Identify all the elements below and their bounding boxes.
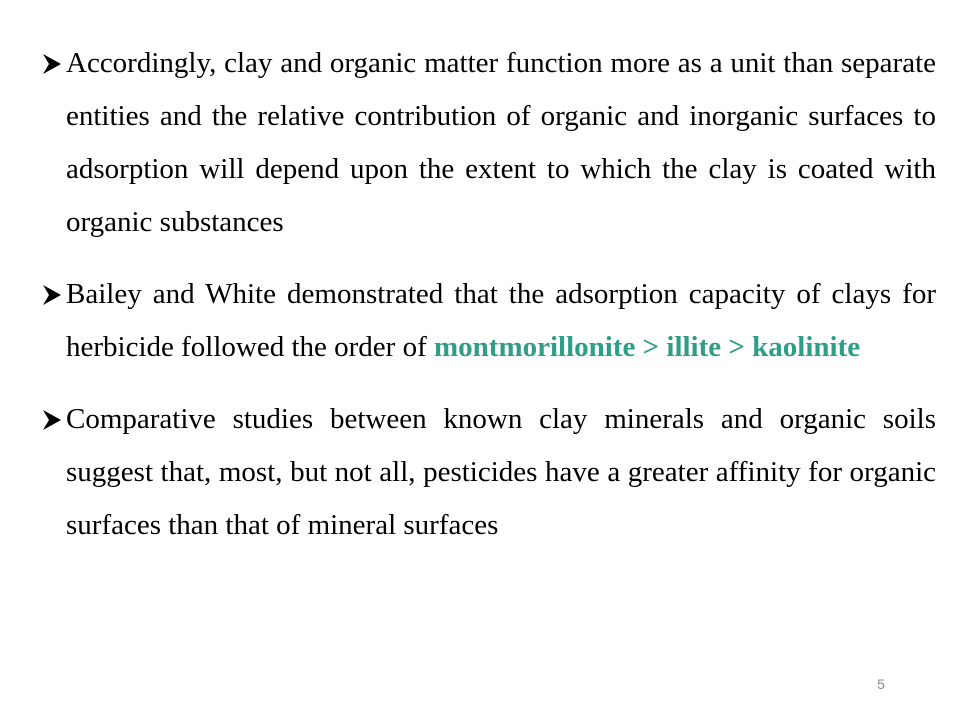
bullet-text: Bailey and White demonstrated that the adsorption capacity of clays for herbicide followed the order of <box>66 278 936 363</box>
bullet-item <box>40 268 936 374</box>
arrow-bullet-icon <box>40 268 66 321</box>
arrow-bullet-icon <box>40 393 66 446</box>
arrow-bullet-icon <box>40 37 66 90</box>
bullet-item <box>40 37 936 249</box>
bullet-text: Comparative studies between known clay minerals and organic soils suggest that, most, but not all, pesticides have a greater affinity for organic surfaces than that of mineral surfaces <box>66 403 936 541</box>
bullet-list <box>40 37 936 552</box>
bullet-item <box>40 393 936 552</box>
bullet-text: Accordingly, clay and organic matter function more as a unit than separate entities and the relative contribution of organic and inorganic surfaces to adsorption will depend upon the extent to which the clay is coated with organic substances <box>66 47 936 238</box>
page-number: 5 <box>877 676 885 692</box>
mineral-order-highlight: montmorillonite > illite > kaolinite <box>434 331 861 363</box>
